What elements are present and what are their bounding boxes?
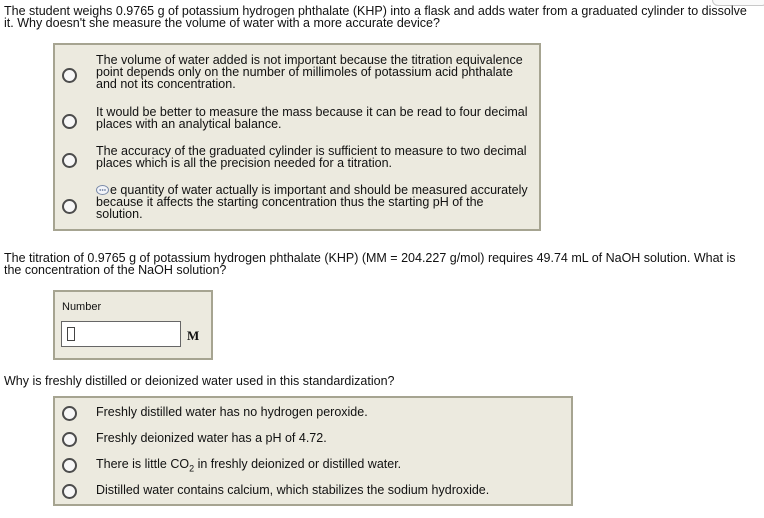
radio-button-icon[interactable] (62, 114, 77, 129)
question-3-choices (53, 396, 573, 506)
question-1-text: The student weighs 0.9765 g of potassium hydrogen phthalate (KHP) into a flask and adds water from a graduated cylinder to dissolve it. Why doesn't she measure the volume of water with a more accurate device? (4, 4, 747, 30)
option-text-part: in freshly deionized or distilled water. (194, 457, 402, 471)
question-1-option-4[interactable] (55, 181, 539, 229)
option-label: Freshly distilled water has no hydrogen peroxide. (96, 405, 368, 419)
option-label: It would be better to measure the mass because it can be read to four decimal places with an analytical balance. (96, 105, 528, 131)
answer-input[interactable] (61, 321, 181, 347)
option-label: Freshly deionized water has a pH of 4.72. (96, 431, 327, 445)
question-1-choices (53, 43, 541, 231)
option-label-text: e quantity of water actually is important and should be measured accurately because it affects the starting concentration thus the starting pH of the solution. (96, 183, 528, 221)
radio-button-icon[interactable] (62, 432, 77, 447)
question-3-option-1[interactable] (55, 402, 571, 422)
number-answer-panel (53, 290, 213, 360)
option-text-part: There is little CO (96, 457, 190, 471)
radio-button-icon[interactable] (62, 153, 77, 168)
text-cursor (67, 327, 75, 341)
radio-button-icon[interactable] (62, 199, 77, 214)
question-3-option-2[interactable] (55, 428, 571, 448)
option-label: Distilled water contains calcium, which stabilizes the sodium hydroxide. (96, 483, 490, 497)
question-1-option-2[interactable] (55, 103, 539, 137)
option-label (96, 184, 531, 220)
option-label: The volume of water added is not important because the titration equivalence point depends only on the number of millimoles of potassium acid phthalate and not its concentration. (96, 53, 523, 91)
option-subscript: 2 (189, 463, 195, 474)
radio-button-icon[interactable] (62, 458, 77, 473)
radio-button-icon[interactable] (62, 406, 77, 421)
radio-button-icon[interactable] (62, 484, 77, 499)
question-1-option-3[interactable] (55, 142, 539, 176)
question-3-option-3[interactable] (55, 454, 571, 474)
chat-bubble-icon[interactable] (96, 185, 109, 195)
question-3-text: Why is freshly distilled or deionized water used in this standardization? (4, 374, 395, 388)
question-3-option-4[interactable] (55, 480, 571, 500)
question-1-option-1[interactable] (55, 51, 539, 99)
question-2-text: The titration of 0.9765 g of potassium hydrogen phthalate (KHP) (MM = 204.227 g/mol) requires 49.74 mL of NaOH solution. What is the concentration of the NaOH solution? (4, 251, 736, 277)
radio-button-icon[interactable] (62, 68, 77, 83)
unit-label: M (187, 328, 200, 343)
option-label: The accuracy of the graduated cylinder is sufficient to measure to two decimal places which is all the precision needed for a titration. (96, 144, 527, 170)
option-label (96, 458, 563, 475)
number-label: Number (62, 301, 102, 313)
